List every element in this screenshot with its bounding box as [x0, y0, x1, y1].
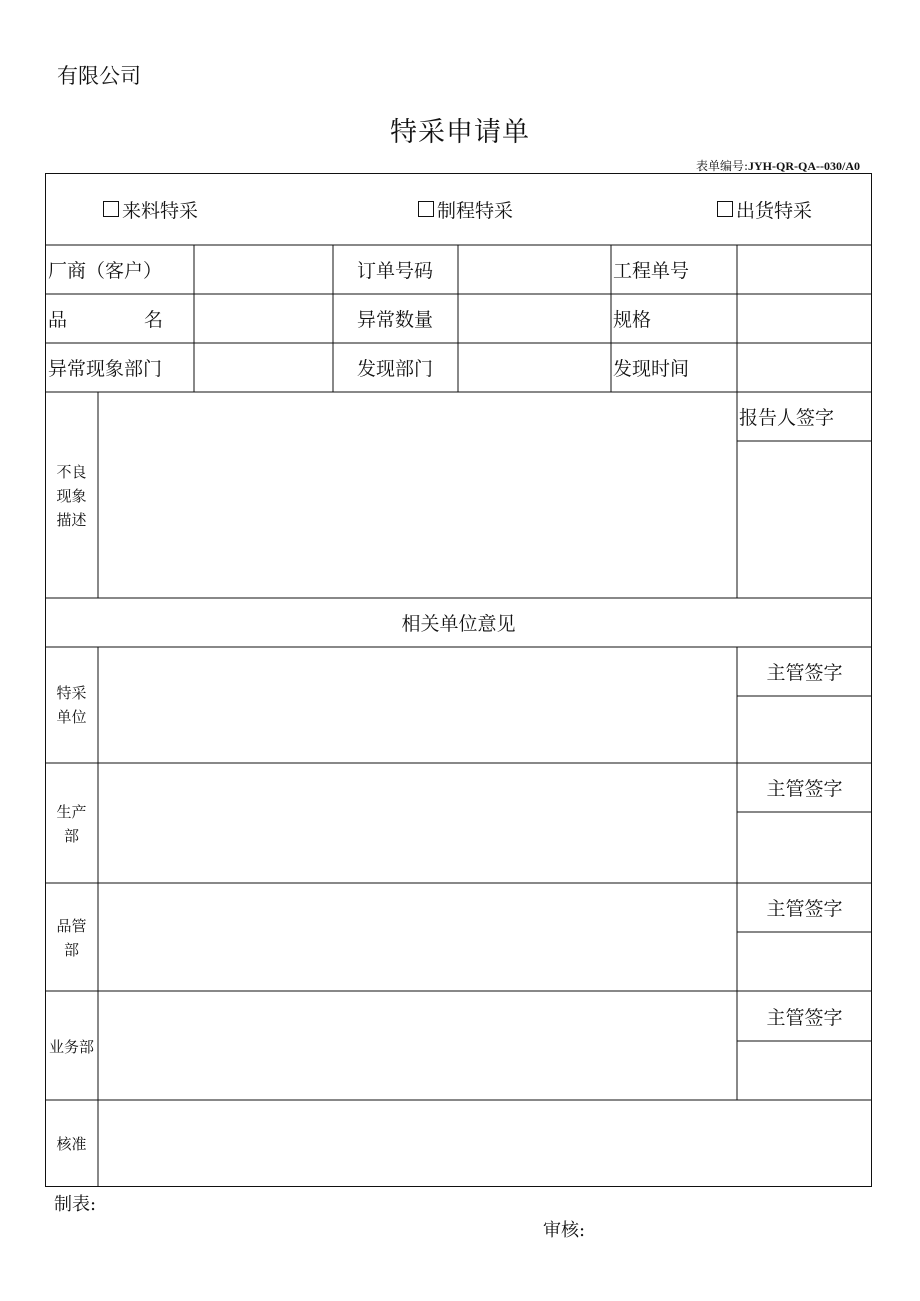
checkbox-icon[interactable]: [418, 201, 434, 217]
found-time-label: 发现时间: [613, 358, 690, 380]
made-by-label: 制表:: [54, 1194, 97, 1215]
special-dept-sign-field[interactable]: [738, 697, 871, 762]
business-dept-label: 业务部: [48, 1038, 94, 1056]
defect-description-label: 不良 现象 描述: [56, 463, 87, 529]
reporter-sign-label: 报告人签字: [739, 407, 835, 429]
quality-dept-sign-field[interactable]: [738, 933, 871, 990]
type-process[interactable]: [418, 173, 513, 245]
eng-no-label: 工程单号: [613, 260, 690, 282]
defect-description-field[interactable]: [99, 393, 736, 597]
abnormal-qty-field[interactable]: [459, 295, 610, 342]
found-dept-field[interactable]: [459, 344, 610, 391]
spec-field[interactable]: [738, 295, 871, 342]
form-title: 特采申请单: [390, 117, 530, 148]
special-dept-opinion-field[interactable]: [99, 648, 736, 762]
approval-field[interactable]: [99, 1101, 871, 1186]
production-dept-opinion-field[interactable]: [99, 764, 736, 882]
business-dept-sign-label: 主管签字: [766, 1006, 843, 1029]
company-name: 有限公司: [57, 64, 141, 88]
product-name-field[interactable]: [195, 295, 332, 342]
type-shipment-label: 出货特采: [736, 199, 813, 222]
form-number: [696, 157, 860, 174]
form-number-code: JYH-QR-QA--030/A0: [748, 159, 860, 173]
spec-label: 规格: [613, 309, 652, 331]
type-incoming-label: 来料特采: [122, 199, 199, 222]
quality-dept-sign-label: 主管签字: [766, 898, 843, 920]
supplier-label: 厂商（客户）: [48, 260, 163, 282]
abnormal-qty-label: 异常数量: [357, 309, 434, 331]
found-dept-label: 发现部门: [357, 358, 434, 380]
production-dept-sign-field[interactable]: [738, 813, 871, 882]
special-dept-label: 特采 单位: [56, 684, 87, 726]
form-number-label: 表单编号:: [695, 159, 749, 173]
business-dept-sign-field[interactable]: [738, 1042, 871, 1099]
production-dept-label: 生产 部: [56, 803, 87, 845]
special-dept-sign-label: 主管签字: [766, 662, 843, 684]
opinions-header: 相关单位意见: [401, 613, 516, 635]
reporter-sign-field[interactable]: [738, 442, 871, 597]
order-no-label: 订单号码: [357, 260, 434, 282]
product-name-label-2: 名: [144, 309, 164, 331]
type-incoming[interactable]: [103, 173, 198, 245]
abnormal-dept-field[interactable]: [195, 344, 332, 391]
business-dept-opinion-field[interactable]: [99, 992, 736, 1099]
application-form: [45, 173, 872, 1187]
quality-dept-opinion-field[interactable]: [99, 884, 736, 990]
checkbox-icon[interactable]: [103, 201, 119, 217]
quality-dept-label: 品管 部: [56, 917, 87, 959]
approval-label: 核准: [56, 1135, 87, 1153]
eng-no-field[interactable]: [738, 246, 871, 293]
order-no-field[interactable]: [459, 246, 610, 293]
type-shipment[interactable]: [717, 173, 812, 245]
supplier-field[interactable]: [195, 246, 332, 293]
product-name-label-1: 品: [48, 309, 68, 331]
reviewed-by-label: 审核:: [543, 1220, 586, 1241]
production-dept-sign-label: 主管签字: [766, 778, 843, 800]
checkbox-icon[interactable]: [717, 201, 733, 217]
found-time-field[interactable]: [738, 344, 871, 391]
abnormal-dept-label: 异常现象部门: [48, 358, 163, 380]
type-process-label: 制程特采: [437, 199, 514, 222]
